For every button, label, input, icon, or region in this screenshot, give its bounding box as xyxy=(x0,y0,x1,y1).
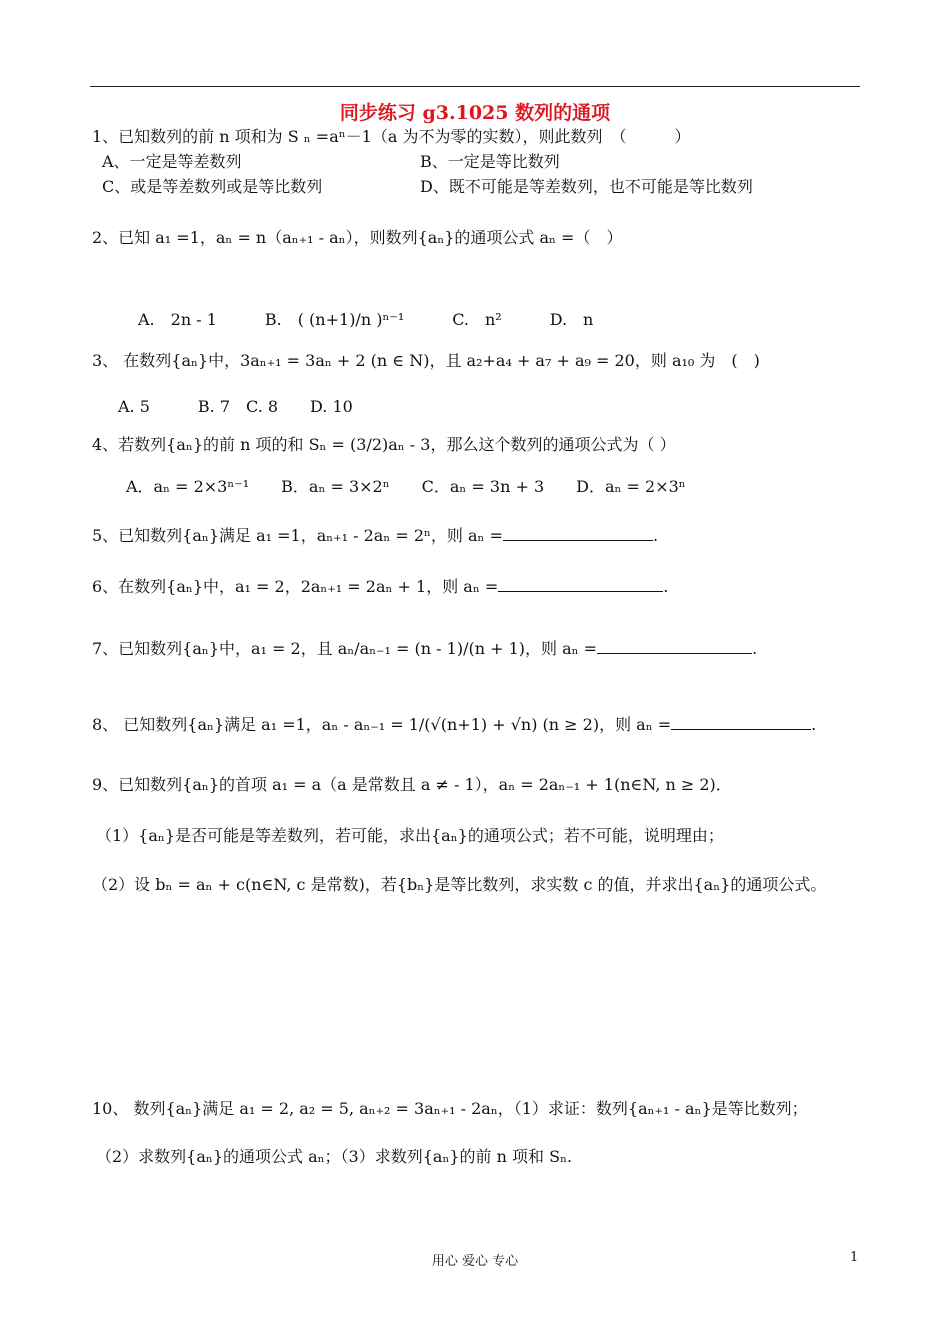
q6-period: . xyxy=(663,577,669,596)
q9-stem: 9、已知数列{aₙ}的首项 a₁ = a（a 是常数且 a ≠ - 1），aₙ = 2aₙ₋₁ + 1(n∈N, n ≥ 2)． xyxy=(92,775,732,794)
q1-option-a: A、一定是等差数列 xyxy=(102,152,242,171)
page-title: 同步练习 g3.1025 数列的通项 xyxy=(339,102,611,124)
q6-text: 6、在数列{aₙ}中，a₁ = 2，2aₙ₊₁ = 2aₙ + 1，则 aₙ = xyxy=(92,577,499,596)
footer-text: 用心 爱心 专心 xyxy=(431,1254,519,1269)
q4-stem: 4、若数列{aₙ}的前 n 项的和 Sₙ = (3/2)aₙ - 3，那么这个数列的通项公式为（ ） xyxy=(92,435,676,454)
q1-stem: 1、已知数列的前 n 项和为 S ₙ =aⁿ－1（a 为不为零的实数），则此数列 （ ） xyxy=(92,127,691,146)
q3-options: A. 5 B. 7 C. 8 D. 10 xyxy=(118,397,353,416)
q6-answer-blank[interactable] xyxy=(498,590,663,592)
q8-answer-blank[interactable] xyxy=(671,728,811,730)
q2-stem: 2、已知 a₁ =1，aₙ = n（aₙ₊₁ - aₙ），则数列{aₙ}的通项公式 aₙ =（ ） xyxy=(92,228,623,247)
q7-answer-blank[interactable] xyxy=(597,652,752,654)
q1-option-b: B、一定是等比数列 xyxy=(420,152,560,171)
q7-text: 7、已知数列{aₙ}中，a₁ = 2，且 aₙ/aₙ₋₁ = (n - 1)/(n + 1)，则 aₙ = xyxy=(92,639,598,658)
q5-answer-blank[interactable] xyxy=(503,539,653,541)
q10-line1: 10、 数列{aₙ}满足 a₁ = 2, a₂ = 5, aₙ₊₂ = 3aₙ₊₁ - 2aₙ，（1）求证：数列{aₙ₊₁ - aₙ}是等比数列； xyxy=(92,1099,808,1118)
q8-period: . xyxy=(811,715,817,734)
q10-line2: （2）求数列{aₙ}的通项公式 aₙ；（3）求数列{aₙ}的前 n 项和 Sₙ. xyxy=(96,1147,573,1166)
q2-options: A. 2n - 1 B. ( (n+1)/n )ⁿ⁻¹ C. n² D. n xyxy=(138,310,594,329)
q3-stem: 3、 在数列{aₙ}中，3aₙ₊₁ = 3aₙ + 2 (n ∈ N)，且 a₂+a₄ + a₇ + a₉ = 20，则 a₁₀ 为 ( ) xyxy=(92,351,760,370)
q5-text: 5、已知数列{aₙ}满足 a₁ =1，aₙ₊₁ - 2aₙ = 2ⁿ，则 aₙ = xyxy=(92,526,503,545)
q9-part1: （1）{aₙ}是否可能是等差数列，若可能，求出{aₙ}的通项公式；若不可能，说明理由； xyxy=(96,826,724,845)
q1-option-c: C、或是等差数列或是等比数列 xyxy=(102,177,323,196)
page-number: 1 xyxy=(850,1250,859,1265)
q9-part2: （2）设 bₙ = aₙ + c(n∈N, c 是常数)，若{bₙ}是等比数列，求实数 c 的值，并求出{aₙ}的通项公式。 xyxy=(92,875,827,894)
q8-text: 8、 已知数列{aₙ}满足 a₁ =1，aₙ - aₙ₋₁ = 1/(√(n+1) + √n) (n ≥ 2)，则 aₙ = xyxy=(92,715,672,734)
q8-stem xyxy=(92,712,816,735)
q7-period: . xyxy=(752,639,758,658)
q7-stem xyxy=(92,636,757,659)
q1-option-d: D、既不可能是等差数列，也不可能是等比数列 xyxy=(420,177,753,196)
header-rule xyxy=(90,86,860,87)
q6-stem xyxy=(92,574,668,597)
q5-stem xyxy=(92,523,658,546)
q4-options: A．aₙ = 2×3ⁿ⁻¹ B．aₙ = 3×2ⁿ C．aₙ = 3n + 3 D．aₙ = 2×3ⁿ xyxy=(126,477,686,496)
q5-period: . xyxy=(652,526,659,545)
